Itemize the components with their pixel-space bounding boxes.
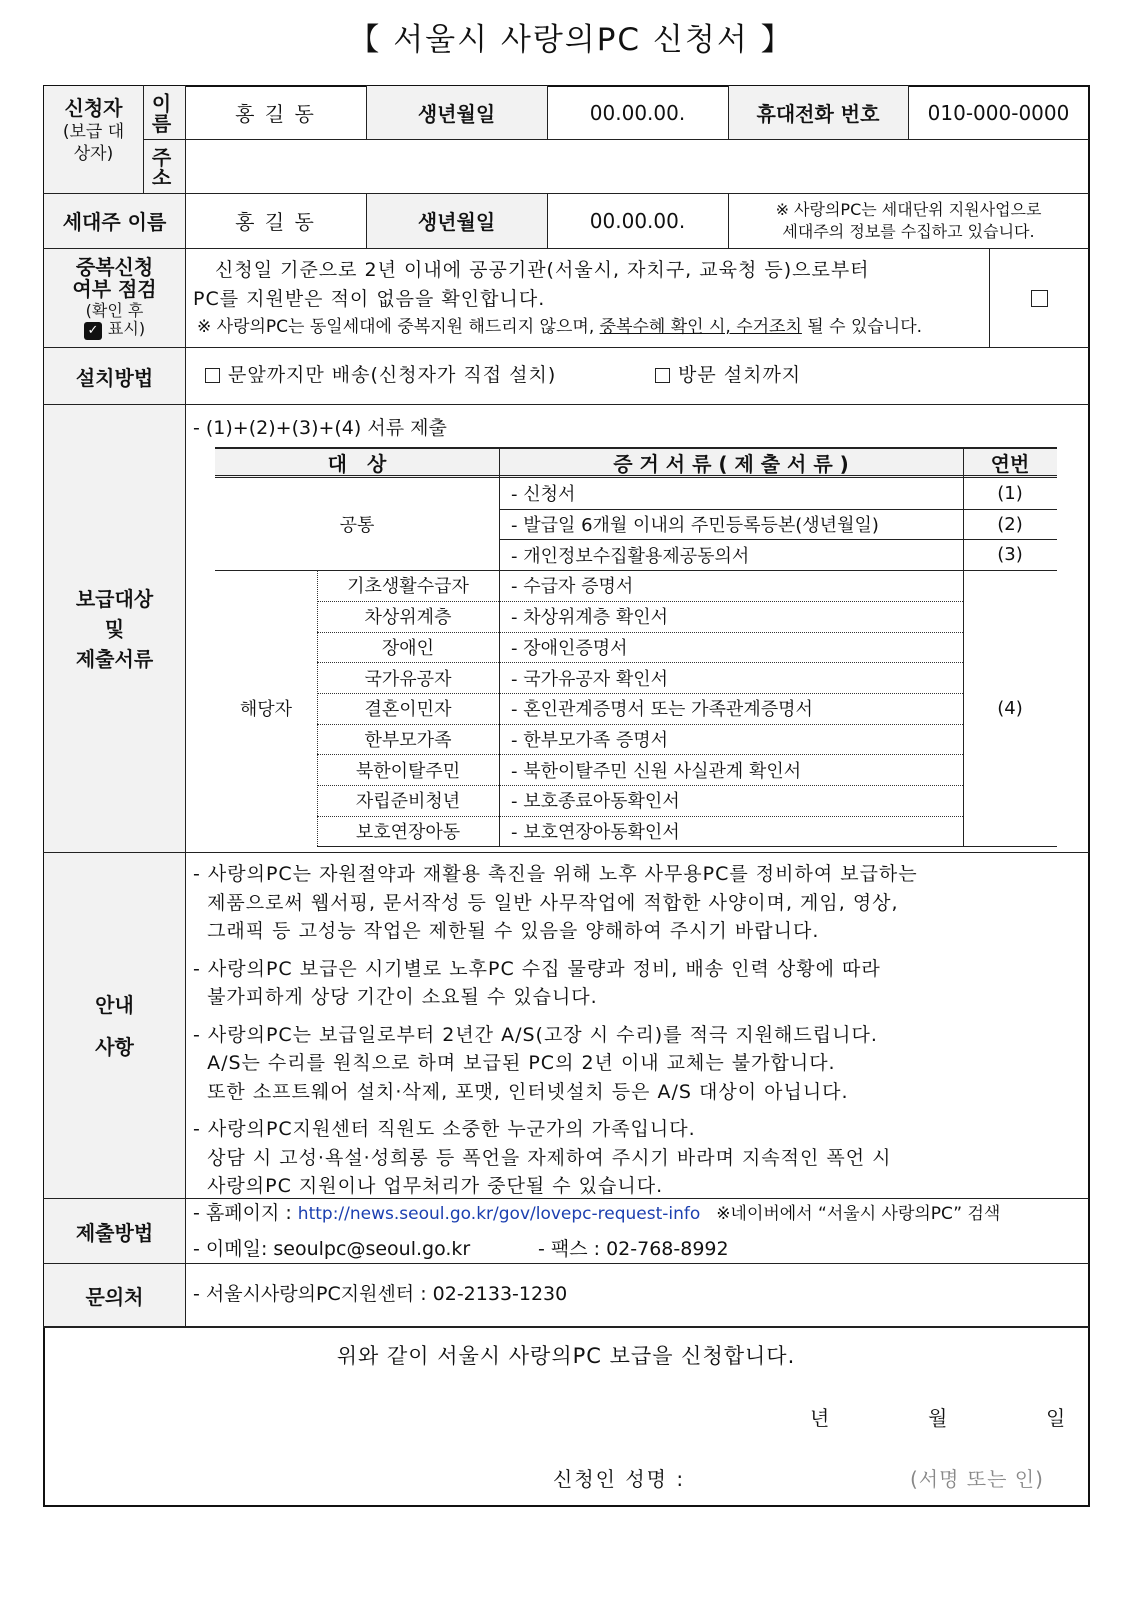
document-name: - 한부모가족 증명서 — [511, 729, 669, 751]
table-header: 연번 — [990, 452, 1030, 476]
applicant-name-field[interactable]: 홍 길 동 — [235, 102, 316, 126]
household-note-line: 세대주의 정보를 수집하고 있습니다. — [782, 221, 1035, 241]
duplicate-hint: 표시) — [107, 319, 146, 338]
address-label: 주소 — [148, 146, 172, 187]
table-header: 증 거 서 류 ( 제 출 서 류 ) — [613, 452, 849, 476]
homepage-link[interactable]: http://news.seoul.go.kr/gov/lovepc-request-info — [297, 1204, 701, 1224]
document-name: - 국가유공자 확인서 — [511, 668, 669, 690]
install-option-visit[interactable] — [655, 361, 801, 389]
table-header: 대 상 — [327, 452, 387, 476]
submit-label: 제출방법 — [75, 1220, 154, 1245]
docs-label-line: 보급대상 — [75, 586, 154, 611]
name-label: 이름 — [148, 92, 172, 133]
contact-text: - 서울시사랑의PC지원센터 : 02-2133-1230 — [193, 1283, 568, 1305]
notice-label — [44, 853, 185, 1198]
document-number: (2) — [997, 513, 1023, 535]
household-name-field[interactable]: 홍 길 동 — [235, 210, 316, 234]
contact-label: 문의처 — [85, 1284, 144, 1309]
notice-line: 상담 시 고성·욕설·성희롱 등 폭언을 자제하여 주시기 바라며 지속적인 폭언 시 — [193, 1146, 892, 1169]
duplicate-line2: PC를 지원받은 적이 없음을 확인합니다. — [193, 288, 546, 310]
notice-line: 그래픽 등 고성능 작업은 제한될 수 있음을 양해하여 주시기 바랍니다. — [193, 920, 820, 942]
duplicate-hint: (확인 후 — [85, 301, 144, 320]
document-name: - 수급자 증명서 — [511, 576, 634, 598]
notice-line: - 사랑의PC는 보급일로부터 2년간 A/S(고장 시 수리)를 적극 지원해드립니다. — [193, 1023, 878, 1046]
birth-label: 생년월일 — [417, 102, 496, 126]
household-note — [728, 193, 1089, 248]
applicant-birth-field[interactable]: 00.00.00. — [589, 100, 686, 125]
notice-line: 제품으로써 웹서핑, 문서작성 등 일반 사무작업에 적합한 사양이며, 게임, 영상, — [193, 891, 899, 914]
document-number: (1) — [997, 482, 1023, 504]
docs-label-line: 및 — [104, 616, 125, 641]
document-number: (3) — [997, 544, 1023, 566]
checkbox[interactable] — [205, 368, 220, 383]
duplicate-note: ※ 사랑의PC는 동일세대에 중복지원 해드리지 않으며, — [197, 317, 600, 337]
notice-line: 또한 소프트웨어 설치·삭제, 포맷, 인터넷설치 등은 A/S 대상이 아닙니다. — [193, 1080, 849, 1103]
notice-line: A/S는 수리를 원칙으로 하며 보급된 PC의 2년 이내 교체는 불가합니다. — [193, 1052, 836, 1074]
date-day-label: 일 — [1046, 1406, 1066, 1430]
submit-homepage — [193, 1199, 1000, 1228]
docs-label-line: 제출서류 — [75, 646, 154, 671]
date-year-label: 년 — [810, 1406, 830, 1430]
notice-label-line: 사항 — [95, 1034, 134, 1059]
household-note-line: ※ 사랑의PC는 세대단위 지원사업으로 — [775, 199, 1042, 219]
target-group: 국가유공자 — [364, 668, 452, 690]
document-name: - 장애인증명서 — [511, 637, 628, 659]
duplicate-line1: 신청일 기준으로 2년 이내에 공공기관(서울시, 자치구, 교육청 등)으로부터 — [215, 259, 870, 281]
document-name: - 신청서 — [511, 484, 576, 506]
install-label: 설치방법 — [75, 365, 154, 390]
duplicate-line3 — [197, 313, 922, 341]
document-name: - 발급일 6개월 이내의 주민등록등본(생년월일) — [511, 515, 879, 537]
target-group: 장애인 — [381, 637, 435, 659]
duplicate-label-line: 중복신청 — [75, 255, 154, 279]
notice-line: - 사랑의PC지원센터 직원도 소중한 누군가의 가족입니다. — [193, 1118, 696, 1140]
documents-table — [215, 447, 1057, 847]
target-group: 북한이탈주민 — [355, 760, 461, 782]
document-name: - 개인정보수집활용제공동의서 — [511, 545, 750, 567]
docs-label — [44, 405, 185, 852]
homepage-label: - 홈페이지 : — [193, 1202, 298, 1224]
phone-field[interactable]: 010-000-0000 — [927, 100, 1070, 125]
household-birth-field[interactable]: 00.00.00. — [589, 208, 686, 233]
duplicate-confirm-checkbox[interactable] — [990, 249, 1089, 347]
duplicate-note: 될 수 있습니다. — [801, 317, 923, 337]
install-option-door[interactable] — [205, 361, 556, 389]
duplicate-note-underlined: 중복수혜 확인 시, 수거조치 — [599, 317, 802, 337]
notice-line: - 사랑의PC 보급은 시기별로 노후PC 수집 물량과 정비, 배송 인력 상황에 따라 — [193, 957, 881, 980]
signature-field[interactable]: (서명 또는 인) — [910, 1467, 1044, 1491]
checkbox[interactable] — [655, 368, 670, 383]
phone-label: 휴대전화 번호 — [756, 102, 880, 126]
document-name: - 보호종료아동확인서 — [511, 791, 680, 813]
duplicate-label — [44, 250, 185, 346]
target-group: 차상위계층 — [364, 607, 452, 629]
notice-line: 불가피하게 상당 기간이 소요될 수 있습니다. — [193, 986, 598, 1008]
document-name: - 혼인관계증명서 또는 가족관계증명서 — [511, 699, 813, 721]
date-month-label: 월 — [928, 1406, 948, 1430]
address-field[interactable] — [186, 140, 1089, 193]
household-label: 세대주 이름 — [62, 210, 167, 234]
document-number: (4) — [997, 697, 1023, 719]
applicant-label-text: 신청자 — [64, 96, 123, 120]
docs-intro: - (1)+(2)+(3)+(4) 서류 제출 — [193, 417, 447, 439]
target-group: 한부모가족 — [364, 729, 452, 751]
duplicate-label-line: 여부 점검 — [72, 277, 157, 301]
target-group: 결혼이민자 — [364, 699, 452, 721]
target-group: 자립준비청년 — [355, 791, 461, 813]
document-name: - 보호연장아동확인서 — [511, 822, 680, 844]
form-title: 【 서울시 사랑의PC 신청서 】 — [348, 22, 794, 58]
notice-line: - 사랑의PC는 자원절약과 재활용 촉진을 위해 노후 사무용PC를 정비하여 보급하는 — [193, 863, 918, 885]
submit-fax: - 팩스 : 02-768-8992 — [538, 1238, 729, 1260]
common-label: 공통 — [339, 515, 375, 537]
document-name: - 북한이탈주민 신원 사실관계 확인서 — [511, 760, 802, 782]
applicant-label — [44, 92, 143, 165]
signer-name-label: 신청인 성명 : — [553, 1467, 686, 1491]
applicant-sublabel: (보급 대상자) — [62, 122, 125, 164]
submit-email: - 이메일: seoulpc@seoul.go.kr — [193, 1238, 471, 1260]
target-label: 해당자 — [239, 699, 293, 721]
notice-label-line: 안내 — [95, 992, 134, 1017]
household-birth-label: 생년월일 — [417, 210, 496, 234]
notice-line: 사랑의PC 지원이나 업무처리가 중단될 수 있습니다. — [193, 1175, 664, 1197]
checkbox-checked-icon: ✓ — [84, 322, 102, 340]
install-option-label: 문앞까지만 배송(신청자가 직접 설치) — [228, 364, 557, 386]
target-group: 보호연장아동 — [355, 822, 461, 844]
target-group: 기초생활수급자 — [347, 576, 469, 598]
install-option-label: 방문 설치까지 — [678, 364, 802, 386]
sign-statement: 위와 같이 서울시 사랑의PC 보급을 신청합니다. — [336, 1344, 796, 1368]
search-note: ※네이버에서 “서울시 사랑의PC” 검색 — [716, 1204, 1001, 1224]
document-name: - 차상위계층 확인서 — [511, 607, 669, 629]
